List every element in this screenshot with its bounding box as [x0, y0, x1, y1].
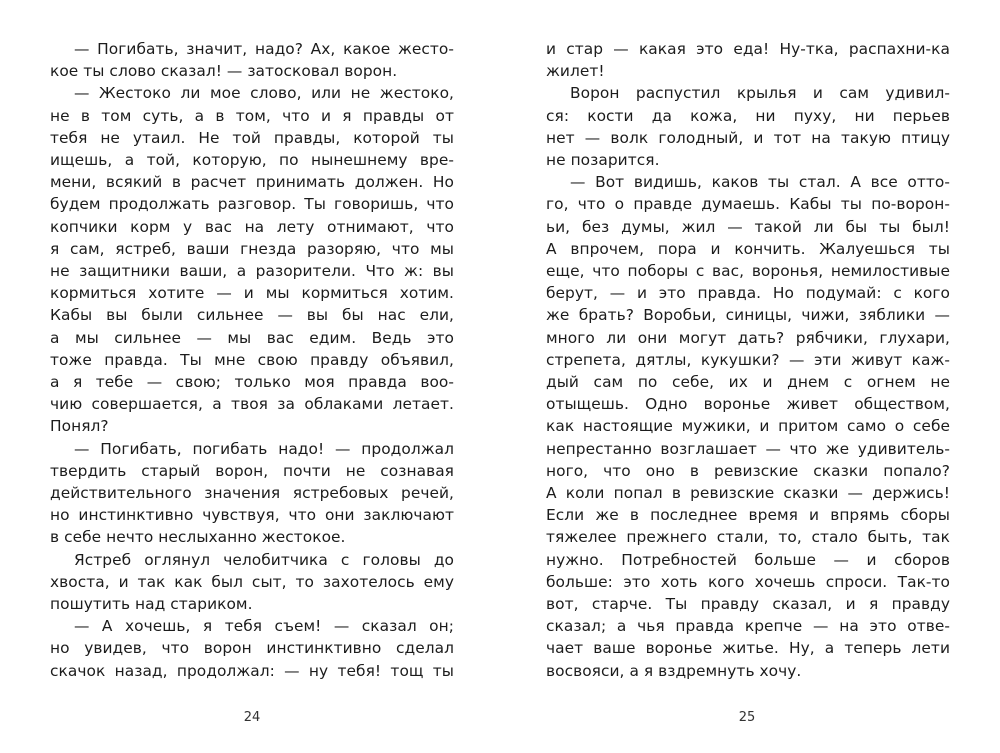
text-line: а мы сильнее — мы вас едим. Ведь это — [50, 328, 454, 347]
left-page-text — [50, 38, 454, 692]
text-line: — Вот видишь, каков ты стал. А все отто- — [570, 173, 950, 192]
text-line: ного, что оно в ревизские сказки попало? — [546, 461, 950, 480]
text-line: — Жестоко ли мое слово, или не жестоко, — [74, 84, 454, 103]
text-line: отыщешь. Одно воронье живет обществом, — [546, 395, 950, 414]
right-page-text — [546, 38, 950, 692]
text-line: Понял? — [50, 417, 109, 436]
text-line: Ворон распустил крылья и сам удивил- — [570, 84, 950, 103]
text-line: чает ваше воронье житье. Ну, а теперь лети — [546, 639, 950, 658]
text-line: но инстинктивно чувствуя, что они заключают — [50, 506, 454, 525]
text-line: а я тебе — свою; только моя правда воо- — [50, 373, 454, 392]
text-line: как настоящие мужики, и притом само о себе — [546, 417, 950, 436]
text-line: не в том суть, а в том, что и я правды от — [50, 106, 454, 125]
text-line: непрестанно возглашает — что же удивитель- — [546, 439, 950, 458]
text-line: дый сам по себе, их и днем с огнем не — [546, 373, 950, 392]
text-line: нужно. Потребностей больше — и сборов — [546, 550, 950, 569]
text-line: много ли они могут дать? рябчики, глухари, — [546, 328, 950, 347]
text-line: тебя не утаил. Не той правды, которой ты — [50, 128, 454, 147]
text-line: скачок назад, продолжал: — ну тебя! тощ ты — [50, 661, 454, 680]
text-line: нет — волк голодный, и тот на такую птицу — [546, 128, 950, 147]
text-line: А впрочем, пора и кончить. Жалуешься ты — [546, 239, 950, 258]
text-line: А коли попал в ревизские сказки — держись! — [546, 484, 950, 503]
text-line: не защитники ваши, а разорители. Что ж: вы — [50, 262, 454, 281]
text-line: больше: это хоть кого хочешь спроси. Так-то — [546, 572, 950, 591]
text-line: но увидев, что ворон инстинктивно сделал — [50, 639, 454, 658]
text-line: действительного значения ястребовых речей, — [50, 484, 454, 503]
text-line: хвоста, и так как был сыт, то захотелось ему — [50, 572, 454, 591]
text-line: чию совершается, а твоя за облаками летает. — [50, 395, 454, 414]
text-line: стрепета, дятлы, кукушки? — эти живут каж- — [546, 350, 950, 369]
text-line: ьи, без думы, жил — такой ли бы ты был! — [546, 217, 950, 236]
text-line: берут, — и это правда. Но подумай: с кого — [546, 284, 950, 303]
text-line: я сам, ястреб, ваши гнезда разоряю, что мы — [50, 239, 454, 258]
text-line: тяжелее прежнего стали, то, стало быть, так — [546, 528, 950, 547]
right-page — [546, 38, 950, 692]
text-line: ищешь, а той, которую, по нынешнему вре- — [50, 151, 454, 170]
text-line: копчики корм у вас на лету отнимают, что — [50, 217, 454, 236]
left-page-number: 24 — [243, 710, 261, 725]
text-line: ся: кости да кожа, ни пуху, ни перьев — [546, 106, 950, 125]
right-page-number: 25 — [738, 710, 756, 725]
text-line: в себе нечто неслыханно жестокое. — [50, 528, 346, 547]
text-line: — А хочешь, я тебя съем! — сказал он; — [74, 617, 454, 636]
text-line: будем продолжать разговор. Ты говоришь, что — [50, 195, 454, 214]
text-line: кормиться хотите — и мы кормиться хотим. — [50, 284, 454, 303]
text-line: же брать? Воробьи, синицы, чижи, зяблики — — [546, 306, 950, 325]
text-line: кое ты слово сказал! — затосковал ворон. — [50, 62, 398, 81]
text-line: твердить старый ворон, почти не сознавая — [50, 461, 454, 480]
text-line: вот, старче. Ты правду сказал, и я правду — [546, 595, 950, 614]
text-line: го, что о правде думаешь. Кабы ты по-ворон- — [546, 195, 950, 214]
text-line: и стар — какая это еда! Ну-тка, распахни-ка — [546, 40, 950, 58]
text-line: Если же в последнее время и впрямь сборы — [546, 506, 950, 525]
text-line: еще, что поборы с вас, воронья, немилостивые — [546, 262, 950, 281]
text-line: — Погибать, погибать надо! — продолжал — [74, 439, 454, 458]
text-line: восвояси, а я вздремнуть хочу. — [546, 661, 802, 680]
left-page — [50, 38, 454, 692]
text-line: — Погибать, значит, надо? Ах, какое жесто- — [74, 40, 454, 58]
text-line: жилет! — [546, 62, 605, 81]
text-line: сказал; а чья правда крепче — на это отве- — [546, 617, 950, 636]
text-line: Ястреб оглянул челобитчика с головы до — [74, 550, 454, 569]
text-line: пошутить над стариком. — [50, 595, 253, 614]
text-line: мени, всякий в расчет принимать должен. Но — [50, 173, 454, 192]
text-line: Кабы вы были сильнее — вы бы нас ели, — [50, 306, 454, 325]
text-line: не позарится. — [546, 151, 660, 170]
text-line: тоже правда. Ты мне свою правду объявил, — [50, 350, 454, 369]
